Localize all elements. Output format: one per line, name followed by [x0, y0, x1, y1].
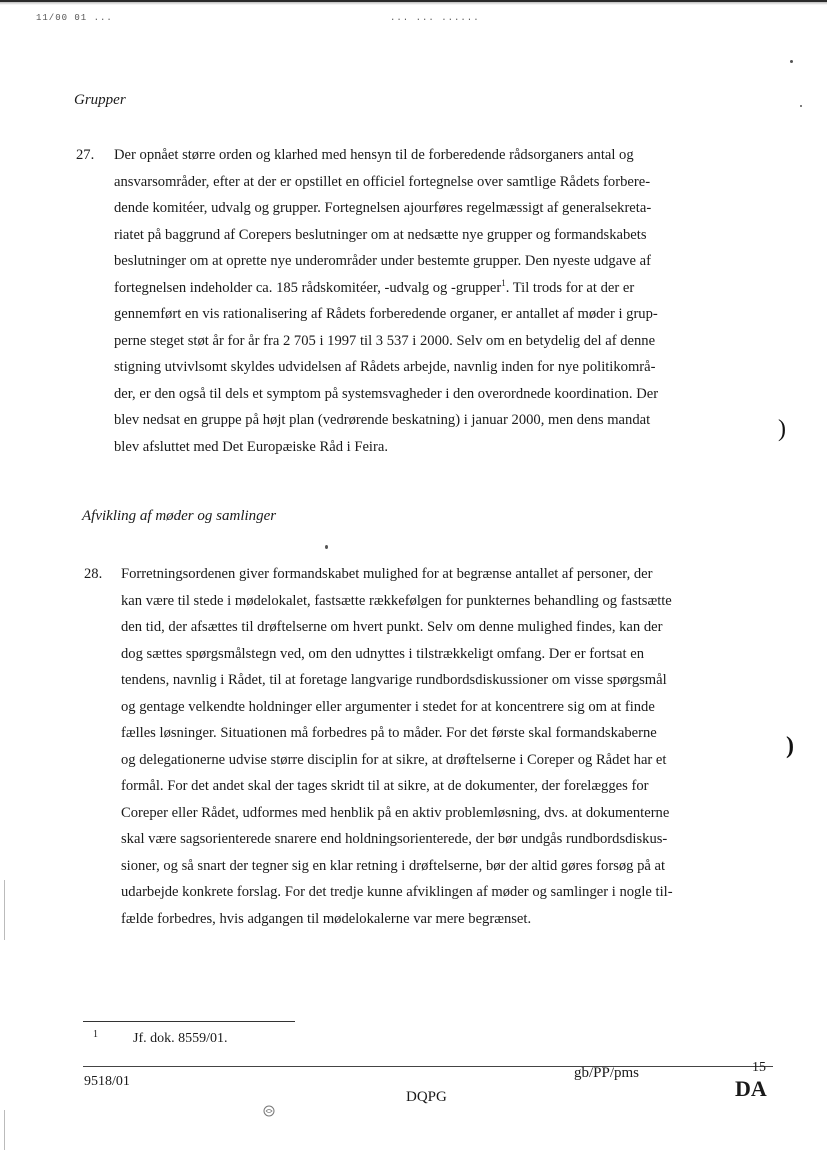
language-code: DA: [735, 1076, 767, 1101]
footnote-text: Jf. dok. 8559/01.: [133, 1031, 228, 1046]
paragraph-line: Coreper eller Rådet, udformes med henblik på en aktiv problemløsning, dvs. at dokumenterne: [121, 804, 670, 821]
scan-speck: [325, 545, 328, 549]
scan-smudge-icon: [262, 1104, 276, 1118]
paragraph-number: 27.: [76, 147, 95, 163]
document-number: 9518/01: [84, 1074, 130, 1089]
paragraph-line: tendens, navnlig i Rådet, til at foretage langvarige rundbordsdiskussioner om visse spørgsmål: [121, 672, 667, 688]
paragraph-line: den tid, der afsættes til drøftelserne om hvert punkt. Selv om denne mulighed findes, kan der: [121, 619, 663, 635]
paragraph-line: der, er den også til dels et symptom på systemsvagheder i den overordnede koordination. Der: [114, 385, 659, 402]
paragraph-line: dog sættes spørgsmålstegn ved, om den udnyttes i tilstrækkeligt omfang. Der er fortsat en: [121, 645, 645, 662]
paragraph-line: riatet på baggrund af Corepers beslutninger om at nedsætte nye grupper og formandskabets: [114, 226, 647, 243]
paragraph-line-tail: . Til trods for at der er: [505, 279, 635, 296]
paragraph-line: fælde forbedres, hvis adgangen til mødelokalerne var mere begrænset.: [121, 910, 532, 927]
section-heading-grupper: Grupper: [74, 92, 126, 108]
paragraph-line: ansvarsområder, efter at der er opstillet en officiel fortegnelse over samtlige Rådets forbere-: [114, 173, 651, 190]
margin-bracket-mark: ): [778, 416, 786, 442]
footnote-number: 1: [93, 1029, 98, 1040]
paragraph-line: blev nedsat en gruppe på højt plan (vedrørende beskatning) i januar 2000, men dens mandat: [114, 412, 651, 428]
paragraph-line: perne steget støt år for år fra 2 705 i 1997 til 3 537 i 2000. Selv om en betydelig del af denne: [114, 332, 656, 349]
paragraph-text: [121, 561, 673, 932]
section-heading-afvikling: Afvikling af møder og samlinger: [82, 508, 277, 524]
footnote-reference[interactable]: 1: [501, 277, 506, 288]
paragraph-line: stigning utvivlsomt skyldes udvidelsen af Rådets arbejde, navnlig inden for nye politikområ-: [114, 359, 656, 375]
paragraph-line: blev afsluttet med Det Europæiske Råd i Feira.: [114, 438, 388, 455]
fax-header-left: 11/00 01 ...: [36, 13, 113, 23]
margin-bracket-mark: ): [786, 733, 794, 759]
scan-speck: [790, 60, 793, 63]
paragraph-line: skal være sagsorienterede snarere end holdningsorienterede, der bør undgås rundbordsdiskus-: [121, 831, 668, 847]
paragraph-text: [114, 142, 658, 460]
paragraph-line: gennemført en vis rationalisering af Rådets forberedende organer, er antallet af møder i grup-: [114, 306, 658, 322]
page-number: 15: [752, 1060, 766, 1075]
fax-header-center: ... ... ......: [390, 13, 480, 23]
paragraph-line: Der opnået større orden og klarhed med hensyn til de forberedende rådsorganers antal og: [114, 147, 634, 163]
scan-edge-mark: [4, 1110, 5, 1150]
paragraph-line: sioner, og så snart der tegner sig en klar retning i drøftelserne, bør der altid gøres forsøg på at: [121, 857, 666, 874]
footnote-separator: [83, 1021, 295, 1022]
paragraph-line: Forretningsordenen giver formandskabet mulighed for at begrænse antallet af personer, der: [121, 566, 653, 582]
scan-speck: [800, 105, 802, 107]
footer-separator: [83, 1066, 773, 1067]
paragraph-line: beslutninger om at oprette nye underområder under bestemte grupper. Den nyeste udgave af: [114, 253, 651, 269]
paragraph-line: fælles løsninger. Situationen må forbedres på to måder. For det første skal formandskaberne: [121, 725, 657, 741]
paragraph-line: dende komitéer, udvalg og grupper. Fortegnelsen ajourføres regelmæssigt af generalsekreta-: [114, 200, 652, 216]
directorate-code: DQPG: [406, 1089, 447, 1105]
paragraph-line: formål. For det andet skal der tages skridt til at sikre, at de dokumenter, der forelægges for: [121, 778, 649, 794]
fax-top-border: [0, 0, 827, 5]
paragraph-line: udarbejde konkrete forslag. For det tredje kunne afviklingen af møder og samlinger i nogle til-: [121, 884, 673, 900]
author-initials: gb/PP/pms: [574, 1065, 640, 1081]
paragraph-line: og gentage velkendte holdninger eller argumenter i stedet for at koncentrere sig om at finde: [121, 698, 655, 715]
paragraph-line-with-footnote: [114, 275, 658, 302]
paragraph-number: 28.: [84, 566, 103, 582]
paragraph-line-text: fortegnelsen indeholder ca. 185 rådskomitéer, -udvalg og -grupper: [114, 279, 502, 296]
scan-edge-mark: [4, 880, 5, 940]
paragraph-line: og delegationerne udvise større disciplin for at sikre, at drøftelserne i Coreper og Rådet har et: [121, 751, 667, 768]
paragraph-line: kan være til stede i mødelokalet, fastsætte rækkefølgen for punkternes behandling og fastsætte: [121, 592, 672, 609]
